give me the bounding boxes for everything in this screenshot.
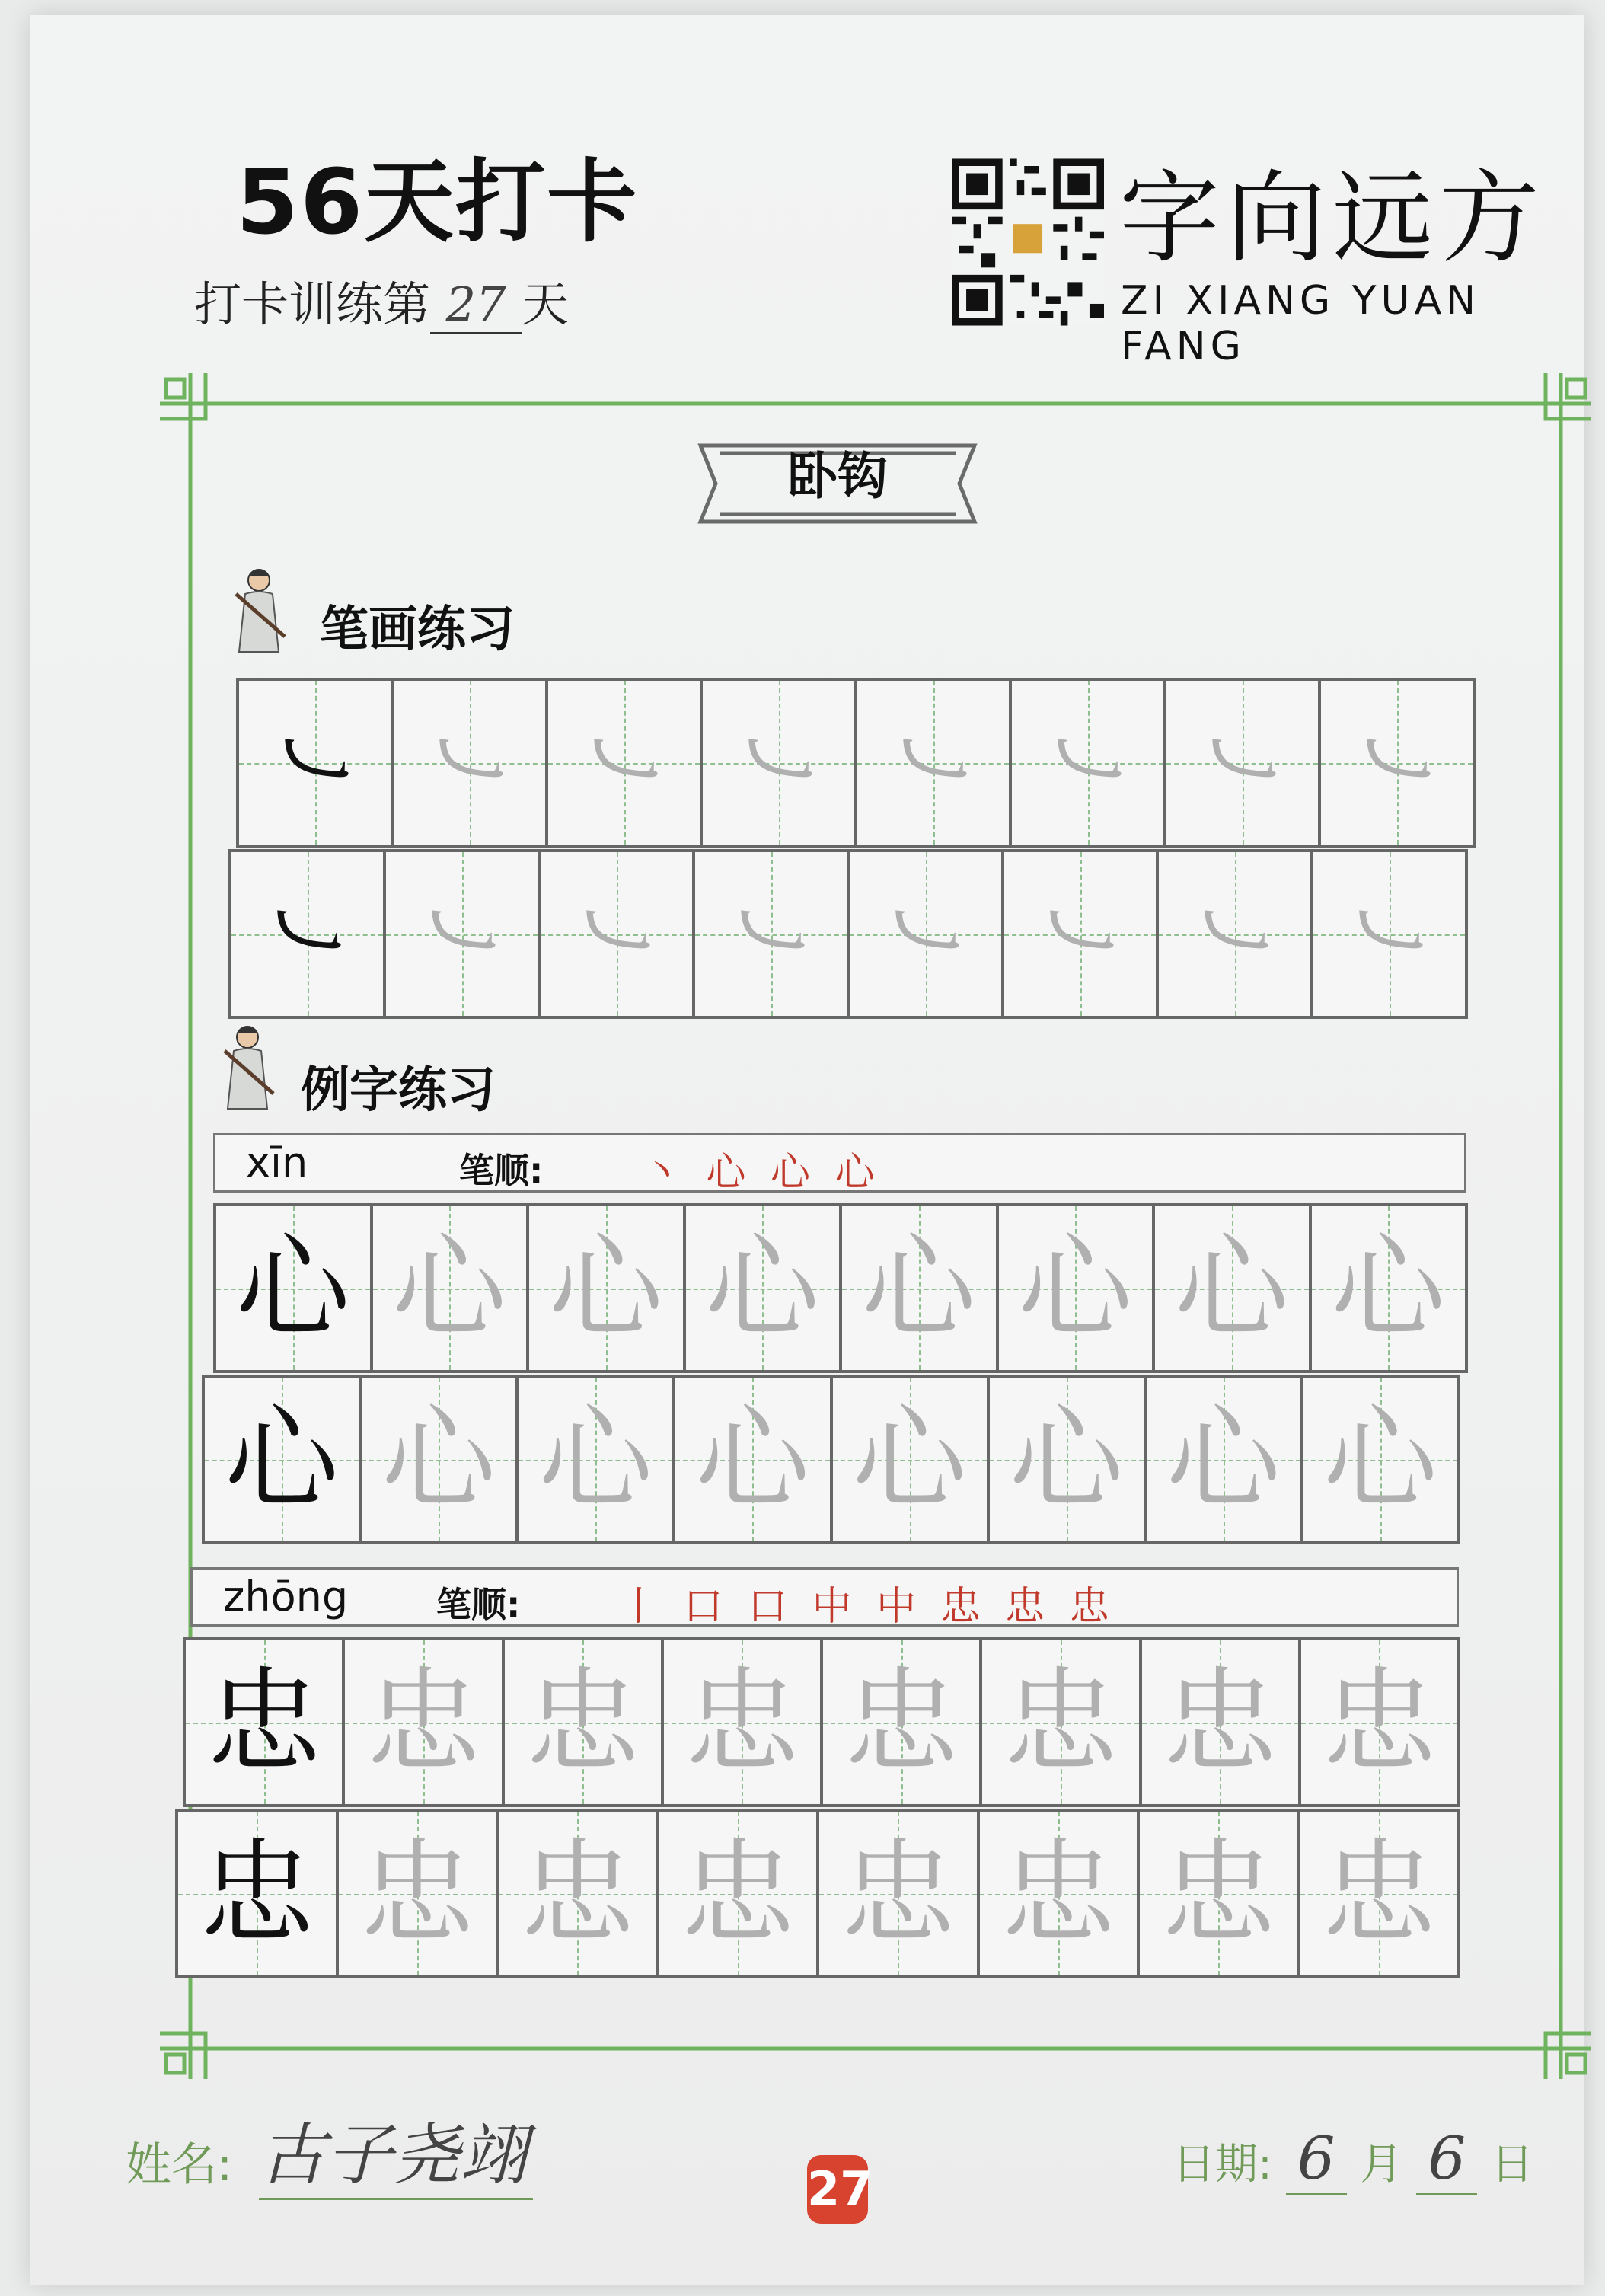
stroke-order-label: 笔顺: [459,1150,544,1191]
trace-character-cell[interactable]: 忠 [505,1640,664,1804]
trace-stroke-cell[interactable]: ㇃ [548,681,703,845]
trace-character-cell[interactable]: 心 [990,1378,1147,1541]
pinyin-bar [190,1567,1459,1630]
name-field[interactable]: 古子尧翊 [259,2102,533,2200]
stroke-practice-heading: 笔画练习 [320,602,515,658]
trace-character-cell[interactable]: 忠 [823,1640,982,1804]
stroke-order-label: 笔顺: [436,1584,521,1625]
scholar-figure-icon [228,564,289,655]
qr-code-icon [952,158,1104,326]
trace-character-cell[interactable]: 忠 [982,1640,1141,1804]
trace-stroke-cell[interactable]: ㇃ [1313,852,1465,1016]
day-prefix: 打卡训练第 [194,276,431,332]
trace-character-cell[interactable]: 心 [842,1206,999,1370]
day-value: 27 [430,276,522,334]
page-number-badge: 27 [807,2155,868,2224]
trace-character-cell[interactable]: 忠 [819,1812,980,1975]
trace-character-cell[interactable]: 忠 [499,1812,659,1975]
trace-character-cell[interactable]: 心 [373,1206,530,1370]
trace-character-cell[interactable]: 忠 [659,1812,820,1975]
brand-logo-english: ZI XIANG YUAN FANG [1121,278,1481,369]
character-practice-row [183,1637,1460,1807]
model-character-cell: 心 [216,1206,373,1370]
trace-character-cell[interactable]: 心 [519,1378,675,1541]
trace-stroke-cell[interactable]: ㇃ [695,852,850,1016]
pinyin-bar [213,1133,1466,1196]
model-stroke-cell: ㇃ [239,681,394,845]
trace-character-cell[interactable]: 心 [1303,1378,1457,1541]
trace-character-cell[interactable]: 忠 [1300,1812,1458,1975]
trace-character-cell[interactable]: 心 [686,1206,843,1370]
month-field[interactable]: 6 [1286,2125,1347,2195]
scholar-figure-icon [217,1020,278,1112]
model-character-cell: 忠 [178,1812,339,1975]
trace-stroke-cell[interactable]: ㇃ [541,852,695,1016]
pinyin-text: xīn [246,1138,308,1186]
trace-character-cell[interactable]: 忠 [339,1812,499,1975]
trace-character-cell[interactable]: 心 [1147,1378,1303,1541]
trace-character-cell[interactable]: 心 [362,1378,519,1541]
trace-character-cell[interactable]: 忠 [1301,1640,1457,1804]
trace-character-cell[interactable]: 忠 [1142,1640,1301,1804]
trace-character-cell[interactable]: 心 [999,1206,1156,1370]
trace-character-cell[interactable]: 心 [1155,1206,1312,1370]
character-practice-row [213,1203,1468,1373]
trace-stroke-cell[interactable]: ㇃ [1012,681,1166,845]
character-practice-row [175,1809,1460,1978]
worksheet-page [30,15,1584,2285]
trace-stroke-cell[interactable]: ㇃ [850,852,1004,1016]
model-stroke-cell: ㇃ [231,852,386,1016]
date-label: 日期: [1173,2140,1272,2189]
trace-character-cell[interactable]: 忠 [980,1812,1141,1975]
trace-stroke-cell[interactable]: ㇃ [386,852,541,1016]
name-label: 姓名: [126,2138,233,2192]
trace-character-cell[interactable]: 心 [529,1206,686,1370]
stroke-order-sequence: 丶 心 心 心 [642,1150,881,1196]
day-label: 日 [1491,2140,1534,2189]
stroke-name: 卧钩 [787,447,888,506]
stroke-order-sequence: 丨 口 口 中 中 忠 忠 忠 [619,1584,1115,1630]
stroke-practice-row [228,849,1468,1019]
trace-character-cell[interactable]: 忠 [664,1640,823,1804]
day-suffix: 天 [522,276,570,332]
trace-stroke-cell[interactable]: ㇃ [1004,852,1159,1016]
stroke-practice-row [236,678,1476,848]
date-field [1173,2125,1533,2195]
trace-stroke-cell[interactable]: ㇃ [1321,681,1473,845]
pinyin-text: zhōng [223,1573,349,1621]
trace-character-cell[interactable]: 心 [833,1378,990,1541]
page-title: 56天打卡 [236,149,639,254]
month-label: 月 [1360,2140,1403,2189]
trace-character-cell[interactable]: 心 [1312,1206,1466,1370]
trace-stroke-cell[interactable]: ㇃ [1166,681,1321,845]
brand-logo-chinese: 字向远方 [1119,160,1546,277]
trace-character-cell[interactable]: 忠 [1140,1812,1300,1975]
trace-stroke-cell[interactable]: ㇃ [857,681,1012,845]
day-counter [194,267,569,334]
trace-stroke-cell[interactable]: ㇃ [394,681,548,845]
trace-character-cell[interactable]: 心 [675,1378,832,1541]
trace-stroke-cell[interactable]: ㇃ [703,681,857,845]
character-practice-row [202,1375,1460,1544]
trace-stroke-cell[interactable]: ㇃ [1159,852,1313,1016]
model-character-cell: 忠 [186,1640,345,1804]
day-field[interactable]: 6 [1416,2125,1477,2195]
trace-character-cell[interactable]: 忠 [345,1640,504,1804]
example-practice-heading: 例字练习 [301,1062,496,1119]
model-character-cell: 心 [205,1378,362,1541]
